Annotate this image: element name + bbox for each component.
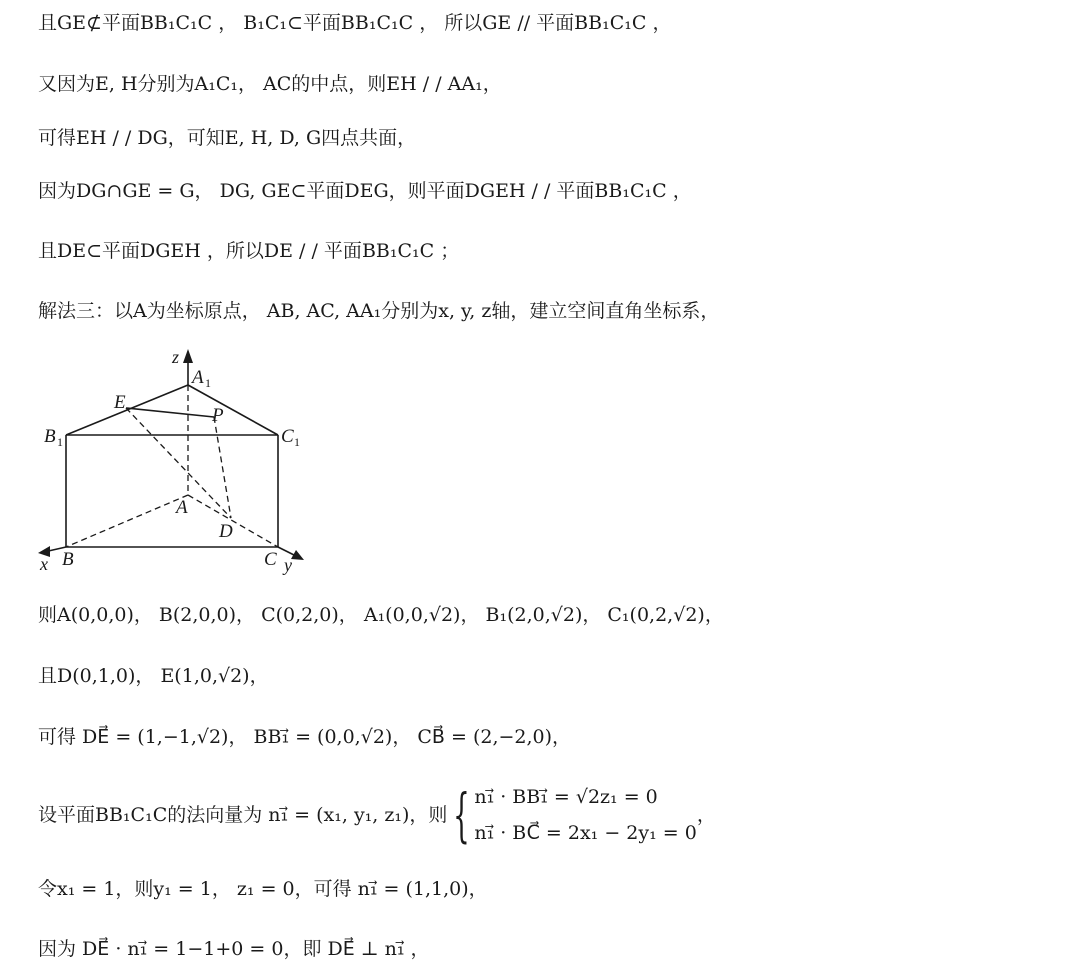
system-equations	[474, 784, 697, 846]
label-d: D	[219, 521, 233, 542]
label-y: y	[284, 555, 292, 575]
text-line-7: 则A(0,0,0)， B(2,0,0)， C(0,2,0)， A₁(0,0,√2)， B₁(2,0,√2)， C₁(0,2,√2)，	[38, 604, 724, 626]
edge-a1-c1	[188, 385, 278, 435]
text-line-10: 令x₁ = 1，则y₁ = 1， z₁ = 0，可得 n₁⃗ = (1,1,0)，	[38, 878, 488, 900]
segment-e-p	[126, 408, 214, 417]
text-line-6: 解法三：以A为坐标原点， AB, AC, AA₁分别为x, y, z轴，建立空间直角坐标系，	[38, 300, 720, 322]
label-c: C	[264, 549, 277, 570]
label-a1: A	[192, 367, 204, 388]
system-eq-2: n₁⃗ · BC⃗ = 2x₁ − 2y₁ = 0	[474, 822, 697, 844]
text-line-3: 可得EH / / DG，可知E, H, D, G四点共面，	[38, 127, 417, 149]
label-x: x	[40, 554, 48, 574]
coordinate-figure	[36, 345, 316, 580]
edge-b1-a1	[66, 385, 188, 435]
text-line-2: 又因为E, H分别为A₁C₁， AC的中点，则EH / / AA₁，	[38, 73, 502, 95]
normal-vector-system	[38, 780, 716, 850]
text-line-9: 可得 DE⃗ = (1,−1,√2)， BB₁⃗ = (0,0,√2)， CB⃗ = (2,−2,0)，	[38, 726, 572, 748]
text-line-1: 且GE⊄平面BB₁C₁C ， B₁C₁⊂平面BB₁C₁C ， 所以GE // 平面BB₁C₁C ，	[38, 12, 672, 34]
label-a1-sub: 1	[205, 376, 211, 390]
label-c1: C	[281, 426, 294, 447]
label-b1: B	[44, 426, 56, 447]
label-z: z	[172, 347, 180, 367]
system-eq-1: n₁⃗ · BB₁⃗ = √2z₁ = 0	[474, 786, 658, 808]
edge-a-b	[66, 495, 188, 547]
text-line-8: 且D(0,1,0)， E(1,0,√2)，	[38, 665, 269, 687]
text-line-4: 因为DG∩GE = G， DG, GE⊂平面DEG，则平面DGEH / / 平面BB₁C₁C ，	[38, 180, 692, 202]
system-tail: ，	[696, 804, 716, 826]
z-arrow-icon	[183, 349, 193, 363]
label-p: P	[212, 405, 224, 426]
label-a: A	[176, 497, 188, 518]
label-b1-sub: 1	[57, 435, 63, 449]
label-c1-sub: 1	[294, 435, 300, 449]
text-line-5: 且DE⊂平面DGEH ，所以DE / / 平面BB₁C₁C ；	[38, 240, 460, 262]
system-lead: 设平面BB₁C₁C的法向量为 n₁⃗ = (x₁, y₁, z₁)，则	[38, 804, 448, 826]
label-e: E	[114, 392, 126, 413]
brace-icon: {	[453, 781, 471, 849]
label-b: B	[62, 549, 74, 570]
edge-a-c	[188, 495, 278, 547]
text-line-11: 因为 DE⃗ · n₁⃗ = 1−1+0 = 0，即 DE⃗ ⊥ n₁⃗ ，	[38, 938, 430, 960]
